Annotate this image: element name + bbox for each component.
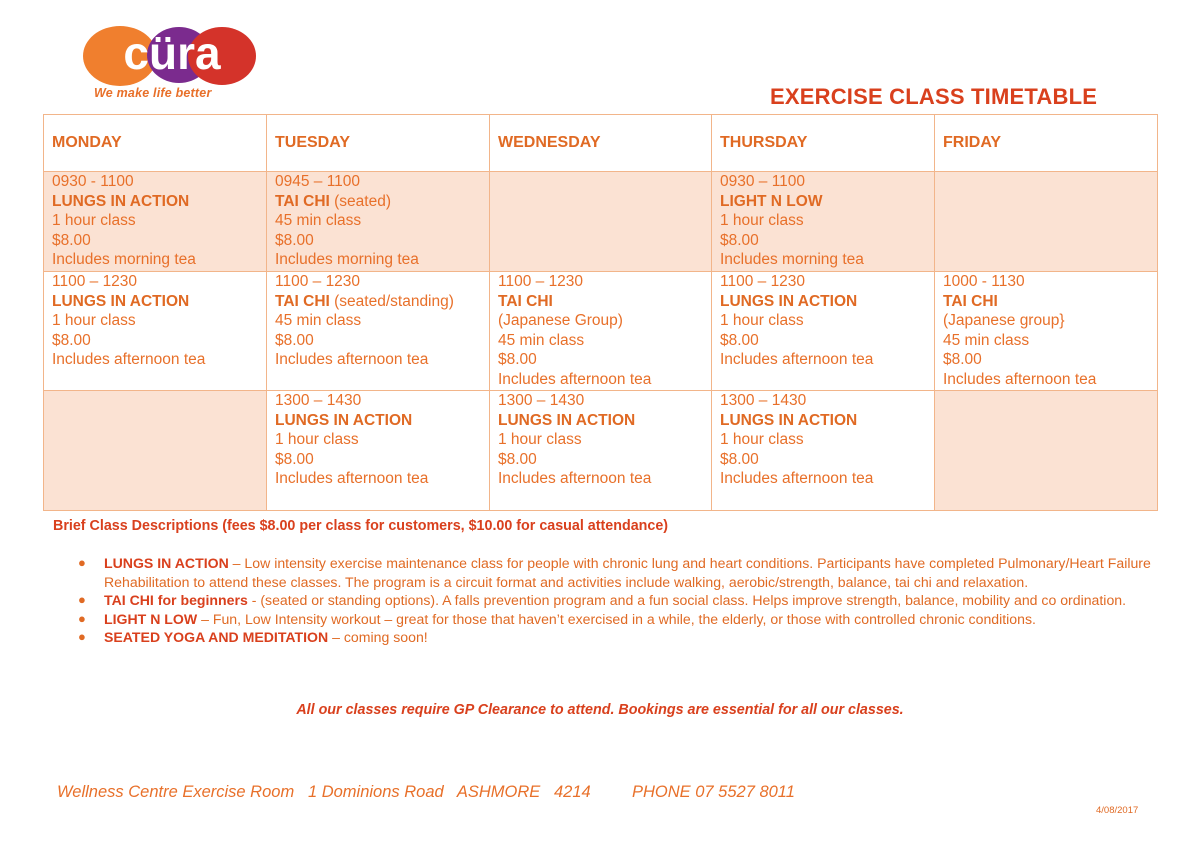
timetable-row <box>44 391 1158 511</box>
footer-address: Wellness Centre Exercise Room 1 Dominions Road ASHMORE 4214 PHONE 07 5527 8011 <box>57 783 795 801</box>
class-detail: $8.00 <box>52 331 91 349</box>
class-detail: $8.00 <box>498 450 537 468</box>
class-name-line <box>275 411 489 431</box>
class-name: LUNGS IN ACTION <box>52 292 190 310</box>
class-detail: Includes afternoon tea <box>275 351 429 369</box>
day-header-friday: FRIDAY <box>935 115 1158 172</box>
class-name: LUNGS IN ACTION <box>52 192 190 210</box>
class-name-line <box>498 292 711 312</box>
class-cell <box>712 391 935 511</box>
class-detail: 1 hour class <box>275 431 359 449</box>
class-time: 1300 – 1430 <box>720 392 807 409</box>
class-detail: $8.00 <box>275 450 314 468</box>
class-name-line <box>720 292 934 312</box>
class-name-line <box>498 411 711 431</box>
logo-wordmark: cüra <box>123 27 221 79</box>
description-text: – coming soon! <box>328 629 428 645</box>
class-name: LIGHT N LOW <box>720 192 823 210</box>
timetable <box>43 114 1158 511</box>
class-cell <box>44 272 267 391</box>
class-time: 1100 – 1230 <box>720 273 806 290</box>
class-cell <box>490 272 712 391</box>
class-detail: 1 hour class <box>498 431 582 449</box>
class-time: 0945 – 1100 <box>275 173 361 190</box>
class-name: TAI CHI <box>943 292 998 310</box>
class-cell <box>267 272 490 391</box>
class-detail: Includes afternoon tea <box>720 351 874 369</box>
class-name-line <box>275 192 489 212</box>
class-name-line <box>720 192 934 212</box>
class-detail: $8.00 <box>943 351 982 369</box>
class-cell <box>267 391 490 511</box>
class-cell <box>935 272 1158 391</box>
timetable-row <box>44 272 1158 391</box>
class-detail: 1 hour class <box>52 312 136 330</box>
class-cell <box>490 172 712 272</box>
bullet-icon: ● <box>78 629 86 644</box>
class-name-line <box>52 292 266 312</box>
class-detail: Includes morning tea <box>275 251 419 269</box>
class-detail: (Japanese Group) <box>498 312 623 330</box>
class-cell <box>712 172 935 272</box>
class-cell <box>490 391 712 511</box>
description-name: TAI CHI for beginners <box>104 592 248 608</box>
timetable-header-row <box>44 115 1158 172</box>
page-title: EXERCISE CLASS TIMETABLE <box>770 84 1098 109</box>
description-item <box>76 591 1156 610</box>
class-detail: Includes afternoon tea <box>943 370 1097 388</box>
class-detail: $8.00 <box>52 231 91 249</box>
class-name-line <box>52 192 266 212</box>
description-name: SEATED YOGA AND MEDITATION <box>104 629 329 645</box>
class-variant: (seated) <box>329 192 391 210</box>
description-text: – Low intensity exercise maintenance class for people with chronic lung and heart conditions. Participants have completed Pulmonary/Heart Failure Rehabilitation to attend these classes. The program is a circuit format and activities include walking, aerobic/strength, balance, tai chi and relaxation. <box>104 555 1151 590</box>
class-cell <box>935 391 1158 511</box>
class-cell <box>44 172 267 272</box>
class-detail: Includes afternoon tea <box>52 351 206 369</box>
class-detail: 1 hour class <box>720 431 804 449</box>
class-time: 1100 – 1230 <box>498 273 584 290</box>
class-detail: 45 min class <box>498 331 585 349</box>
description-text: - (seated or standing options). A falls prevention program and a fun social class. Helps improve strength, balance, mobility and co ordination. <box>247 592 1127 608</box>
class-name-line <box>275 292 489 312</box>
class-cell <box>935 172 1158 272</box>
class-time: 1100 – 1230 <box>52 273 138 290</box>
class-detail: $8.00 <box>275 231 314 249</box>
class-detail: $8.00 <box>498 351 537 369</box>
class-detail: $8.00 <box>275 331 314 349</box>
class-detail: $8.00 <box>720 450 759 468</box>
class-detail: 1 hour class <box>720 312 804 330</box>
class-name: LUNGS IN ACTION <box>498 411 636 429</box>
descriptions-list <box>76 554 1156 647</box>
class-detail: Includes afternoon tea <box>498 370 652 388</box>
class-name-line <box>720 411 934 431</box>
class-time: 1300 – 1430 <box>498 392 585 409</box>
bullet-icon: ● <box>78 592 86 607</box>
class-name: LUNGS IN ACTION <box>720 411 858 429</box>
description-item <box>76 628 1156 647</box>
clearance-note: All our classes require GP Clearance to attend. Bookings are essential for all our classes. <box>296 702 904 718</box>
class-detail: $8.00 <box>720 231 759 249</box>
class-name-line <box>943 292 1157 312</box>
class-name: LUNGS IN ACTION <box>720 292 858 310</box>
class-time: 1300 – 1430 <box>275 392 362 409</box>
class-detail: 1 hour class <box>720 212 804 230</box>
class-detail: Includes morning tea <box>52 251 196 269</box>
day-header-thursday: THURSDAY <box>712 115 935 172</box>
class-time: 0930 – 1100 <box>720 173 806 190</box>
description-name: LUNGS IN ACTION <box>104 555 229 571</box>
descriptions-heading: Brief Class Descriptions (fees $8.00 per class for customers, $10.00 for casual attendance) <box>53 518 669 534</box>
day-header-monday: MONDAY <box>44 115 267 172</box>
description-item <box>76 554 1156 591</box>
class-detail: 45 min class <box>943 331 1030 349</box>
class-cell <box>712 272 935 391</box>
class-detail: 45 min class <box>275 212 362 230</box>
timetable-row <box>44 172 1158 272</box>
class-detail: Includes morning tea <box>720 251 864 269</box>
description-name: LIGHT N LOW <box>104 610 198 627</box>
bullet-icon: ● <box>78 555 86 570</box>
day-header-tuesday: TUESDAY <box>267 115 490 172</box>
class-detail: (Japanese group} <box>943 312 1065 330</box>
class-detail: $8.00 <box>720 331 759 349</box>
class-name: TAI CHI <box>498 292 553 310</box>
class-detail: Includes afternoon tea <box>498 470 652 488</box>
class-cell <box>44 391 267 511</box>
class-time: 1100 – 1230 <box>275 273 361 290</box>
class-time: 0930 - 1100 <box>52 173 134 190</box>
logo-tagline: We make life better <box>94 86 212 100</box>
class-detail: 1 hour class <box>52 212 136 230</box>
bullet-icon: ● <box>78 610 86 626</box>
class-name: TAI CHI <box>275 292 330 310</box>
class-name: TAI CHI <box>275 192 330 210</box>
day-header-wednesday: WEDNESDAY <box>490 115 712 172</box>
class-detail: 45 min class <box>275 312 362 330</box>
class-detail: Includes afternoon tea <box>275 470 429 488</box>
description-item <box>76 610 1156 629</box>
class-time: 1000 - 1130 <box>943 273 1025 290</box>
class-cell <box>267 172 490 272</box>
document-date: 4/08/2017 <box>1096 805 1139 816</box>
class-variant: (seated/standing) <box>329 292 454 310</box>
class-name: LUNGS IN ACTION <box>275 411 413 429</box>
description-text: – Fun, Low Intensity workout – great for those that haven’t exercised in a while, the elderly, or those with controlled chronic conditions. <box>197 610 1036 627</box>
class-detail: Includes afternoon tea <box>720 470 874 488</box>
